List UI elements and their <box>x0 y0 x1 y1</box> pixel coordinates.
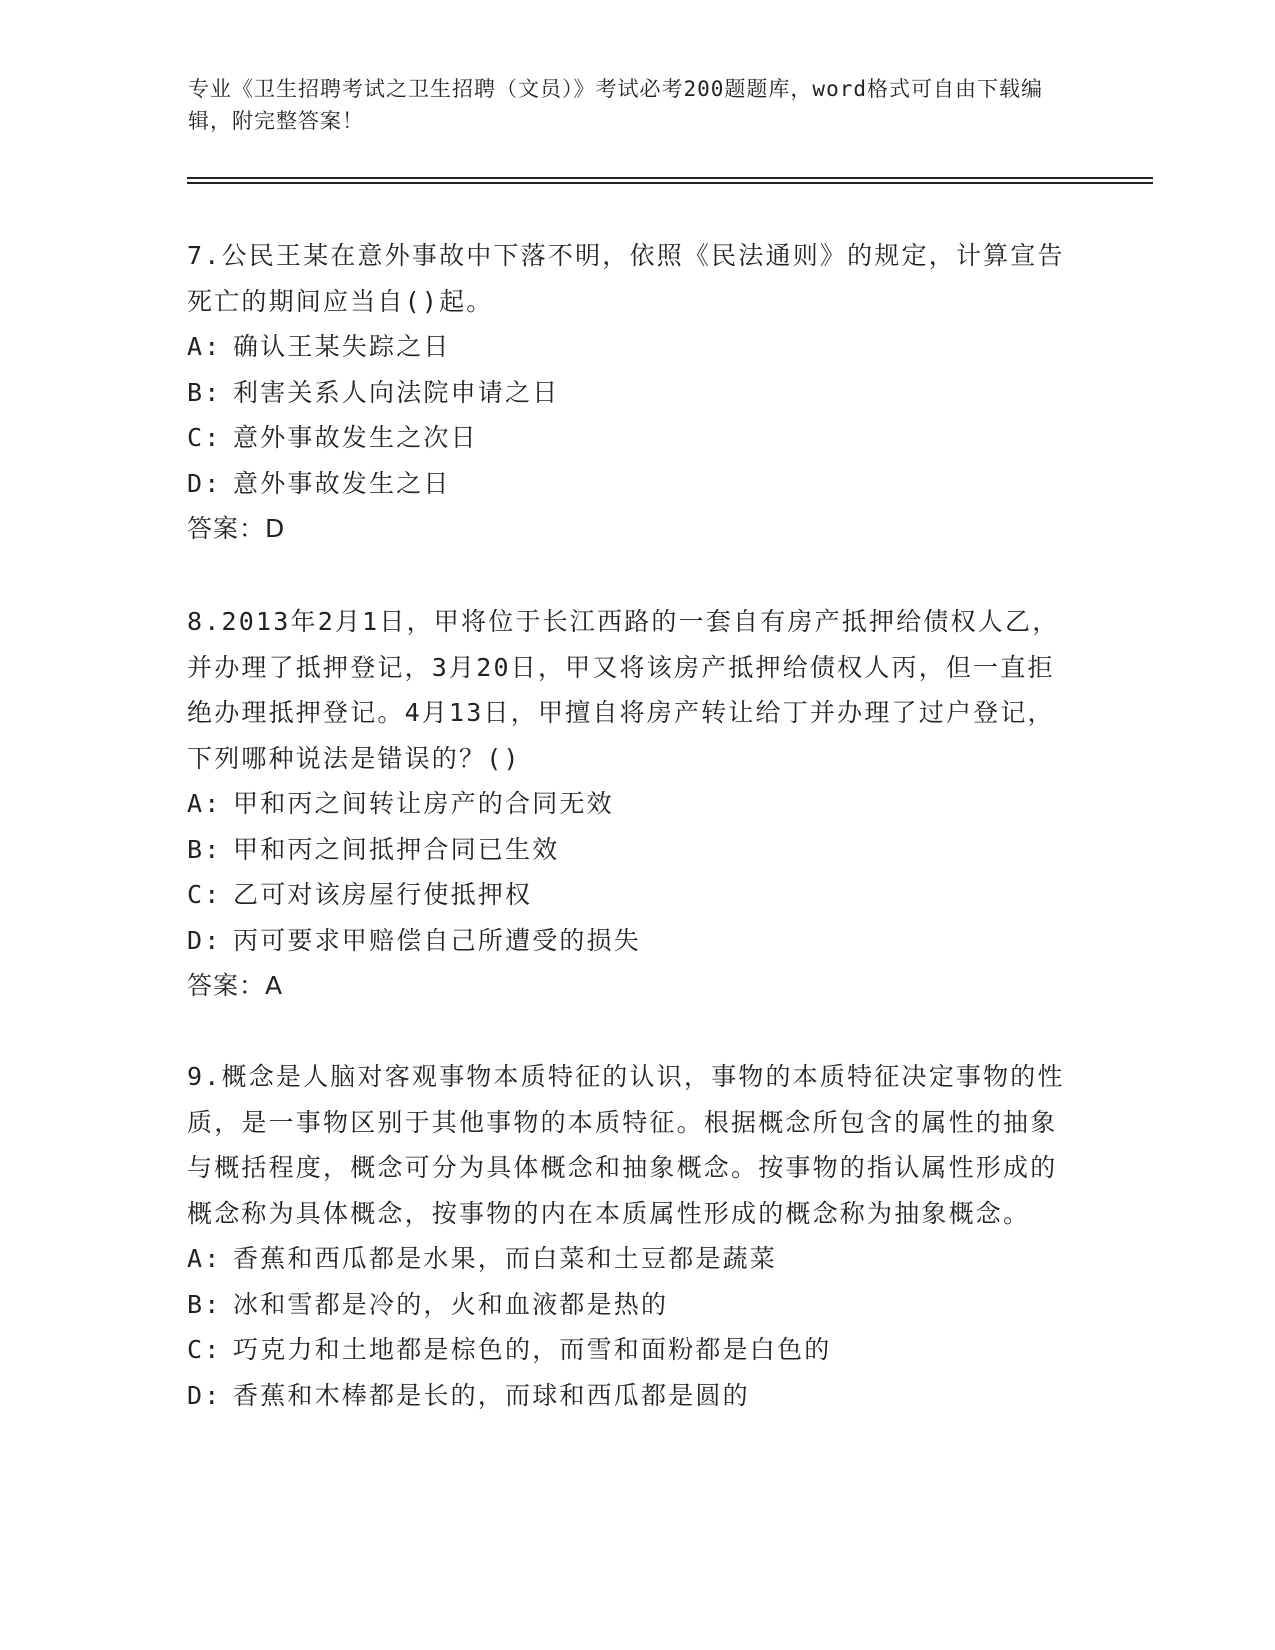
document-header: 专业《卫生招聘考试之卫生招聘（文员）》考试必考200题题库，word格式可自由下载编辑，附完整答案！ <box>188 77 1043 133</box>
option-b <box>187 827 1067 873</box>
option-text: 巧克力和土地都是棕色的，而雪和面粉都是白色的 <box>233 1335 832 1364</box>
option-d <box>187 918 1067 964</box>
option-letter: A: <box>187 332 222 361</box>
question-text: 8.2013年2月1日，甲将位于长江西路的一套自有房产抵押给债权人乙，并办理了抵押登记，3月20日，甲又将该房产抵押给债权人丙，但一直拒绝办理抵押登记。4月13日，甲擅自将房产转让给丁并办理了过户登记，下列哪种说法是错误的？() <box>187 607 1060 773</box>
question-8 <box>187 599 1067 1009</box>
answer-line: 答案：A <box>187 971 284 1000</box>
option-b <box>187 370 1067 416</box>
header-divider-line-secondary <box>187 182 1153 184</box>
option-text: 意外事故发生之日 <box>233 468 451 498</box>
option-text: 丙可要求甲赔偿自己所遭受的损失 <box>233 925 642 955</box>
option-a <box>187 1236 1067 1282</box>
option-text: 利害关系人向法院申请之日 <box>233 377 560 407</box>
option-letter: C: <box>187 1335 222 1364</box>
option-d <box>187 461 1067 507</box>
option-letter: C: <box>187 880 222 909</box>
option-text: 乙可对该房屋行使抵押权 <box>233 880 533 909</box>
header-divider-line <box>187 177 1153 179</box>
option-text: 意外事故发生之次日 <box>233 423 478 452</box>
question-text: 9.概念是人脑对客观事物本质特征的认识，事物的本质特征决定事物的性质，是一事物区别于其他事物的本质特征。根据概念所包含的属性的抽象与概括程度，概念可分为具体概念和抽象概念。按事物的指认属性形成的概念称为具体概念，按事物的内在本质属性形成的概念称为抽象概念。 <box>187 1062 1065 1228</box>
option-c <box>187 1327 1067 1373</box>
option-text: 香蕉和西瓜都是水果，而白菜和土豆都是蔬菜 <box>233 1244 778 1273</box>
option-letter: D: <box>187 925 222 955</box>
option-c <box>187 415 1067 461</box>
option-text: 甲和丙之间转让房产的合同无效 <box>233 789 614 818</box>
option-letter: A: <box>187 789 222 818</box>
option-letter: B: <box>187 1289 222 1319</box>
answer-line: 答案：D <box>187 514 286 543</box>
option-d <box>187 1373 1067 1419</box>
option-text: 确认王某失踪之日 <box>233 332 451 361</box>
option-a <box>187 324 1067 370</box>
option-a <box>187 781 1067 827</box>
option-letter: D: <box>187 468 222 498</box>
option-letter: C: <box>187 423 222 452</box>
question-7 <box>187 233 1067 552</box>
question-9 <box>187 1054 1067 1418</box>
option-letter: A: <box>187 1244 222 1273</box>
question-text: 7.公民王某在意外事故中下落不明，依照《民法通则》的规定，计算宣告死亡的期间应当自()起。 <box>187 241 1065 316</box>
option-text: 香蕉和木棒都是长的，而球和西瓜都是圆的 <box>233 1380 750 1410</box>
option-letter: B: <box>187 377 222 407</box>
option-c <box>187 872 1067 918</box>
option-letter: B: <box>187 834 222 864</box>
option-text: 甲和丙之间抵押合同已生效 <box>233 834 560 864</box>
option-b <box>187 1282 1067 1328</box>
option-letter: D: <box>187 1380 222 1410</box>
option-text: 冰和雪都是冷的，火和血液都是热的 <box>233 1289 669 1319</box>
